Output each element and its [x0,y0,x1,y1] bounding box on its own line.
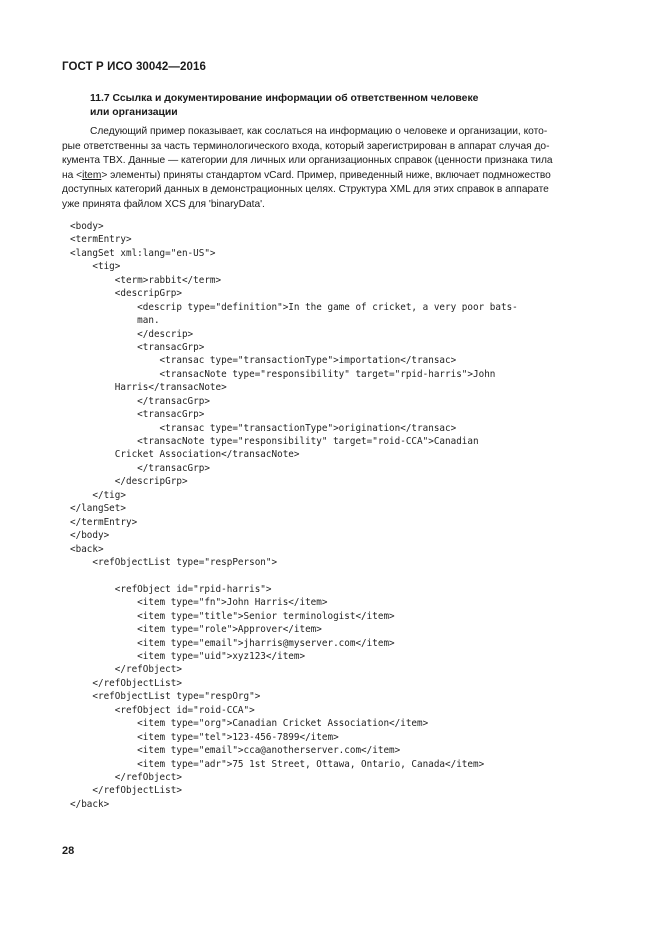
code-line: </back> [70,798,110,810]
code-line: <item type="email">jharris@myserver.com</item> [70,637,395,649]
code-line: <descripGrp> [70,288,182,300]
code-line: </descripGrp> [70,476,188,488]
code-line: <descrip type="definition">In the game of cricket, a very poor bats- [70,301,518,313]
code-line: <body> [70,221,104,232]
code-line: </body> [70,530,110,542]
paragraph-line: уже принята файлом XCS для 'binaryData'. [62,198,265,210]
code-line: <transac type="transactionType">importation</transac> [70,355,457,367]
section-title-line2: или организации [90,107,178,118]
page-number: 28 [62,845,75,857]
paragraph-line: Следующий пример показывает, как сослаться на информацию о человеке и организации, кото- [90,126,548,137]
item-element-link[interactable]: item [82,169,102,181]
code-line: <item type="adr">75 1st Street, Ottawa, Ontario, Canada</item> [70,758,485,770]
code-line: <refObjectList type="respOrg"> [70,691,261,703]
code-line: <item type="title">Senior terminologist</item> [70,610,395,622]
code-line: Harris</transacNote> [70,382,227,394]
code-line: <transacGrp> [70,409,205,421]
code-line: </termEntry> [70,516,138,528]
code-line: </refObjectList> [70,785,182,797]
paragraph-text: на < [62,169,83,181]
code-line: </refObject> [70,771,182,783]
code-line: <transac type="transactionType">origination</transac> [70,422,457,434]
section-title [90,92,610,120]
code-line: </transacGrp> [70,395,210,407]
body-paragraph [62,125,602,213]
paragraph-line: рые ответственны за часть терминологического входа, который зарегистрирован в аппарат случая до- [62,140,550,152]
code-line: <back> [70,543,104,555]
code-line: <transacNote type="responsibility" target="roid-CCA">Canadian [70,436,479,447]
code-line: </langSet> [70,503,126,515]
document-header: ГОСТ Р ИСО 30042—2016 [62,61,207,73]
code-line: <refObject id="roid-CCA"> [70,704,255,716]
code-line: </refObject> [70,664,182,676]
code-line: <item type="tel">123-456-7899</item> [70,731,339,743]
code-line: </refObjectList> [70,677,182,689]
code-line: <item type="fn">John Harris</item> [70,597,328,609]
code-line: <transacNote type="responsibility" target="rpid-harris">John [70,368,496,380]
section-title-line1: 11.7 Ссылка и документирование информации об ответственном человеке [90,93,479,104]
code-line: </tig> [70,489,126,501]
xml-code-block [70,220,630,811]
code-line: </transacGrp> [70,462,210,474]
code-line: <term>rabbit</term> [70,274,222,286]
code-line: <item type="role">Approver</item> [70,624,322,636]
paragraph-line-with-link [62,169,602,184]
code-line: </descrip> [70,328,194,340]
code-line: <item type="uid">xyz123</item> [70,651,306,662]
code-line: <item type="email">cca@anotherserver.com</item> [70,745,401,757]
code-line: <transacGrp> [70,341,205,353]
code-line: <termEntry> [70,234,132,246]
code-line: <refObjectList type="respPerson"> [70,556,278,568]
code-line: <langSet xml:lang="en-US"> [70,247,216,259]
code-line [70,569,630,582]
paragraph-line: кумента TBX. Данные — категории для личных или организационных справок (ценности признака тила [62,155,553,167]
code-line: Cricket Association</transacNote> [70,449,300,461]
paragraph-line: доступных категорий данных в демонстрационных целях. Структура XML для этих справок в аппарате [62,184,549,196]
paragraph-text: > элементы) приняты стандартом vCard. Пример, приведенный ниже, включает подмножество [101,169,551,181]
code-line: <tig> [70,261,121,273]
code-line: <item type="org">Canadian Cricket Association</item> [70,718,429,730]
code-line: <refObject id="rpid-harris"> [70,583,272,595]
code-line: man. [70,315,160,327]
